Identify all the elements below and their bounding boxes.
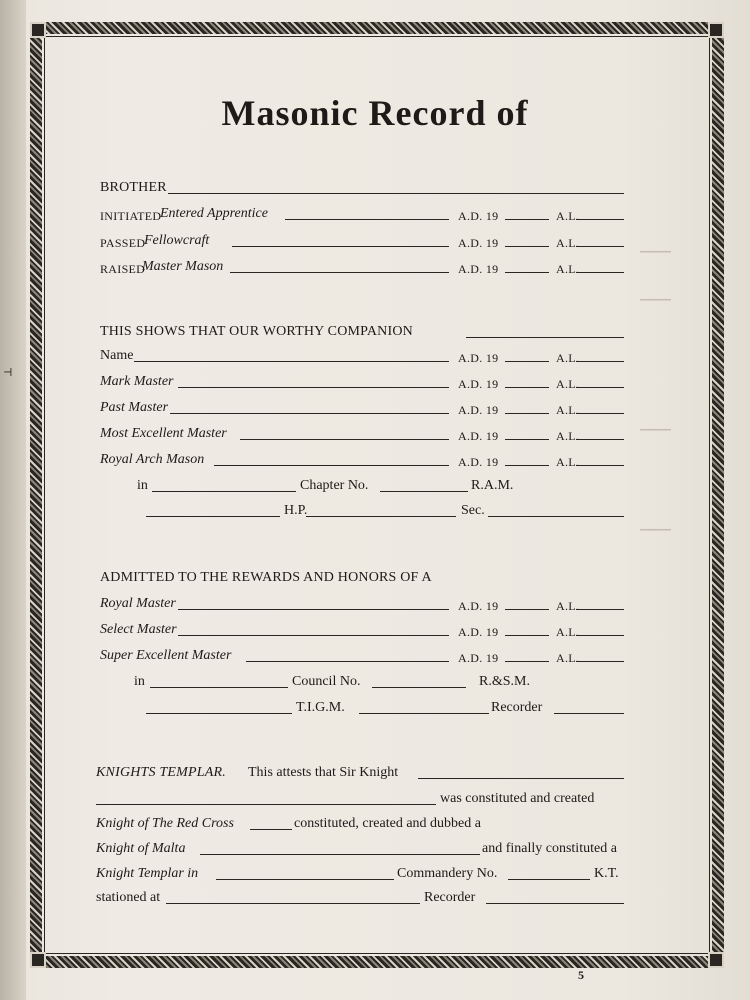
al-label: A.L. (556, 625, 580, 639)
ad-year-line[interactable] (505, 465, 549, 466)
al-year-line[interactable] (576, 387, 624, 388)
row-line[interactable] (240, 439, 449, 440)
malta-line[interactable] (200, 854, 480, 855)
chapter-heading: THIS SHOWS THAT OUR WORTHY COMPANION (100, 324, 413, 339)
ad-year-line[interactable] (505, 272, 549, 273)
corner-ornament (30, 22, 46, 38)
ad-year-line[interactable] (505, 361, 549, 362)
tigm-label: T.I.G.M. (296, 700, 345, 715)
in-label: in (134, 674, 145, 689)
al-label: A.L. (556, 455, 580, 469)
brother-name-line[interactable] (168, 193, 624, 194)
ad-label: A.D. 19 (458, 599, 499, 613)
ad-label: A.D. 19 (458, 651, 499, 665)
row-line[interactable] (214, 465, 449, 466)
ad-label: A.D. 19 (458, 351, 499, 365)
kt-label: KNIGHTS TEMPLAR. (96, 765, 226, 780)
page: ⊣ ▁▁▁▁ ▁▁▁▁ ▁▁▁▁ ▁▁▁▁ Masonic Record of BROTHER INITIATED Entered Apprentice A.D. 19 A.L. PASSED Fellowcraft A.D. 19 A.L. RAISED Master Mason A.D. 19 A.L. THIS SHOWS THAT OUR WORTHY COMPANION Name A.D. 19 A.L. Mark Master A.D. 19 A.L. Past Master A.D. 19 A.L. Most Excellent Master A.D. 19 A.L. Royal Arch Mason A.D. 19 A.L. in Chapter No. R.A.M. H.P. Sec. ADMITTED TO THE REWARDS AND HONORS OF A Royal Master A.D. 19 A.L. Select Master A.D. 19 A.L. Super Excellent Master A.D. 19 A.L. in Council No. R.&S.M. T.I.G.M. Recorder KNIGHTS TEMPLAR. This attests that Sir Knight was constituted and created Knight of The Red Cross constituted, created and dubbed a Knight of Malta and finally constituted a Knight Templar in Commandery No. K.T. stationed at Recorder 5 (0, 0, 750, 1000)
ad-label: A.D. 19 (458, 403, 499, 417)
degree-prefix: RAISED (100, 262, 146, 276)
degree-prefix: PASSED (100, 236, 146, 250)
degree-line[interactable] (232, 246, 449, 247)
al-year-line[interactable] (576, 361, 624, 362)
companion-name-line[interactable] (466, 337, 624, 338)
page-number: 5 (578, 968, 584, 982)
al-year-line[interactable] (576, 465, 624, 466)
ad-label: A.D. 19 (458, 236, 499, 250)
recorder-signature-line[interactable] (359, 713, 489, 714)
hp-signature-line[interactable] (146, 516, 280, 517)
ad-year-line[interactable] (505, 219, 549, 220)
commandery-no-line[interactable] (508, 879, 590, 880)
hp-label: H.P. (284, 503, 308, 518)
row-line[interactable] (178, 609, 449, 610)
al-year-line[interactable] (576, 635, 624, 636)
row-line[interactable] (178, 635, 449, 636)
ad-label: A.D. 19 (458, 455, 499, 469)
row-label: Royal Arch Mason (100, 452, 205, 467)
al-year-line[interactable] (576, 609, 624, 610)
ad-label: A.D. 19 (458, 209, 499, 223)
row-line[interactable] (170, 413, 449, 414)
row-line[interactable] (246, 661, 449, 662)
row-label: Past Master (100, 400, 169, 415)
chapter-location-line[interactable] (152, 491, 296, 492)
ram-label: R.A.M. (471, 478, 514, 493)
ad-label: A.D. 19 (458, 429, 499, 443)
ad-year-line[interactable] (505, 413, 549, 414)
al-year-line[interactable] (576, 246, 624, 247)
red-cross-label: Knight of The Red Cross (96, 816, 234, 831)
row-line[interactable] (178, 387, 449, 388)
al-year-line[interactable] (576, 439, 624, 440)
council-no-label: Council No. (292, 674, 361, 689)
constituted-text: was constituted and created (440, 791, 595, 806)
ad-year-line[interactable] (505, 661, 549, 662)
council-location-line[interactable] (150, 687, 288, 688)
al-year-line[interactable] (576, 661, 624, 662)
al-label: A.L. (556, 651, 580, 665)
row-label: Mark Master (100, 374, 174, 389)
corner-ornament (708, 952, 724, 968)
al-label: A.L. (556, 351, 580, 365)
degree-label: Master Mason (142, 259, 224, 274)
row-label: Name (100, 348, 134, 363)
stationed-line[interactable] (166, 903, 420, 904)
recorder-label: Recorder (491, 700, 543, 715)
al-label: A.L. (556, 236, 580, 250)
red-cross-line[interactable] (250, 829, 292, 830)
chapter-no-line[interactable] (380, 491, 468, 492)
degree-prefix: INITIATED (100, 209, 162, 223)
al-label: A.L. (556, 262, 580, 276)
ad-year-line[interactable] (505, 439, 549, 440)
kt-attest-text: This attests that Sir Knight (248, 765, 399, 780)
ad-label: A.D. 19 (458, 377, 499, 391)
brother-label: BROTHER (100, 180, 167, 195)
book-binding (0, 0, 26, 1000)
ad-year-line[interactable] (505, 609, 549, 610)
malta-text: and finally constituted a (482, 841, 617, 856)
degree-label: Fellowcraft (144, 233, 210, 248)
corner-ornament (30, 952, 46, 968)
rsm-label: R.&S.M. (479, 674, 530, 689)
templar-label: Knight Templar in (96, 866, 199, 881)
council-heading: ADMITTED TO THE REWARDS AND HONORS OF A (100, 570, 432, 585)
degree-label: Entered Apprentice (160, 206, 268, 221)
recorder-label: Recorder (424, 890, 476, 905)
ad-year-line[interactable] (505, 635, 549, 636)
row-label: Select Master (100, 622, 177, 637)
row-line[interactable] (134, 361, 449, 362)
constituted-line[interactable] (96, 804, 436, 805)
malta-label: Knight of Malta (96, 841, 186, 856)
ad-label: A.D. 19 (458, 625, 499, 639)
al-label: A.L. (556, 209, 580, 223)
row-label: Royal Master (100, 596, 176, 611)
degree-line[interactable] (230, 272, 449, 273)
ad-year-line[interactable] (505, 246, 549, 247)
sec-label: Sec. (461, 503, 485, 518)
council-no-line[interactable] (372, 687, 466, 688)
margin-mark: ⊣ (3, 367, 13, 379)
corner-ornament (708, 22, 724, 38)
kt-suffix: K.T. (594, 866, 619, 881)
al-label: A.L. (556, 599, 580, 613)
chapter-no-label: Chapter No. (300, 478, 369, 493)
commandery-no-label: Commandery No. (397, 866, 498, 881)
red-cross-text: constituted, created and dubbed a (294, 816, 481, 831)
row-label: Most Excellent Master (100, 426, 227, 441)
degree-line[interactable] (285, 219, 449, 220)
recorder-line[interactable] (486, 903, 624, 904)
al-year-line[interactable] (576, 272, 624, 273)
sec-signature-line[interactable] (306, 516, 456, 517)
al-year-line[interactable] (576, 413, 624, 414)
stationed-label: stationed at (96, 890, 161, 905)
al-year-line[interactable] (576, 219, 624, 220)
templar-location-line[interactable] (216, 879, 394, 880)
page-title: Masonic Record of (221, 93, 529, 133)
recorder-name-line[interactable] (554, 713, 624, 714)
in-label: in (137, 478, 148, 493)
sec-name-line[interactable] (488, 516, 624, 517)
ad-label: A.D. 19 (458, 262, 499, 276)
al-label: A.L. (556, 429, 580, 443)
ad-year-line[interactable] (505, 387, 549, 388)
sir-knight-name-line[interactable] (418, 778, 624, 779)
al-label: A.L. (556, 377, 580, 391)
tigm-signature-line[interactable] (146, 713, 292, 714)
al-label: A.L. (556, 403, 580, 417)
row-label: Super Excellent Master (100, 648, 232, 663)
